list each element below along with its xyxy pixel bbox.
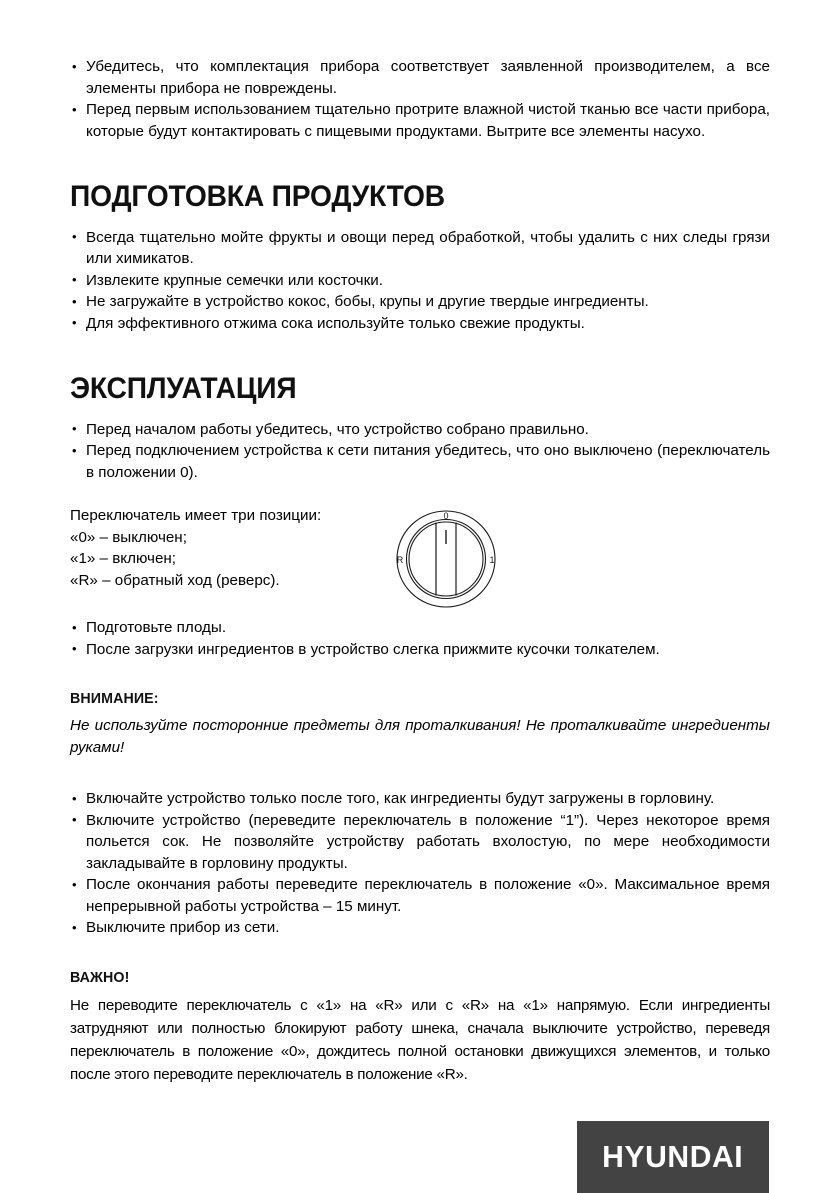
rotary-switch-icon <box>392 508 500 610</box>
switch-dial-illustration <box>392 508 500 610</box>
list-item: • Перед началом работы убедитесь, что устройство собрано правильно. <box>70 419 770 441</box>
spacer <box>70 986 770 994</box>
section-heading-operation: ЭКСПЛУАТАЦИЯ <box>70 372 297 406</box>
spacer <box>70 707 770 715</box>
list-item: • Всегда тщательно мойте фрукты и овощи перед обработкой, чтобы удалить с них следы грязи или химикатов. <box>70 227 770 270</box>
list-item: • Не загружайте в устройство кокос, бобы, крупы и другие твердые ингредиенты. <box>70 291 770 313</box>
spacer <box>70 660 770 690</box>
preparation-bullet-list <box>70 227 770 335</box>
spacer <box>70 483 770 505</box>
switch-position-0: «0» – выключен; <box>70 528 187 546</box>
list-item: • Перед первым использованием тщательно протрите влажной чистой тканью все части прибора, которые будут контактировать с пищевыми продуктами. Вытрите все элементы насухо. <box>70 99 770 142</box>
list-item: • Подготовьте плоды. <box>70 617 770 639</box>
after-dial-bullet-list <box>70 617 770 660</box>
dial-label-right: 1 <box>489 555 495 566</box>
operation-bullet-list <box>70 419 770 484</box>
spacer <box>70 758 770 788</box>
switch-positions-text <box>70 505 400 591</box>
warning-text: Не используйте посторонние предметы для проталкивания! Не проталкивайте ингредиенты руками! <box>70 717 770 756</box>
list-item: • После окончания работы переведите переключатель в положение «0». Максимальное время непрерывной работы устройства – 15 минут. <box>70 874 770 917</box>
important-text: Не переводите переключатель с «1» на «R» или с «R» на «1» напрямую. Если ингредиенты затрудняют или полностью блокируют работу шнека, сначала выключите устройство, переведя переключатель в положение «0», дождитесь полной остановки движущихся элементов, и только после этого переводите переключатель в положение «R». <box>70 996 770 1083</box>
list-item: • Выключите прибор из сети. <box>70 917 770 939</box>
switch-intro-text: Переключатель имеет три позиции: <box>70 507 322 525</box>
page-content <box>70 56 770 1086</box>
switch-position-r: «R» – обратный ход (реверс). <box>70 571 280 589</box>
spacer <box>70 405 770 419</box>
brand-name: HYUNDAI <box>602 1139 744 1174</box>
switch-positions-block <box>70 505 770 609</box>
spacer <box>70 142 770 182</box>
spacer <box>70 609 770 617</box>
operation-bullet-list-2 <box>70 788 770 939</box>
intro-bullet-list <box>70 56 770 142</box>
important-heading: ВАЖНО! <box>70 968 130 986</box>
list-item: • Включайте устройство только после того, как ингредиенты будут загружены в горловину. <box>70 788 770 810</box>
list-item: • Убедитесь, что комплектация прибора соответствует заявленной производителем, а все элементы прибора не повреждены. <box>70 56 770 99</box>
spacer <box>70 213 770 227</box>
spacer <box>70 939 770 969</box>
list-item: • Перед подключением устройства к сети питания убедитесь, что оно выключено (переключатель в положении 0). <box>70 440 770 483</box>
warning-heading: ВНИМАНИЕ: <box>70 690 159 708</box>
dial-label-top: 0 <box>443 511 449 522</box>
spacer <box>70 334 770 374</box>
section-heading-preparation: ПОДГОТОВКА ПРОДУКТОВ <box>70 180 445 213</box>
list-item: • После загрузки ингредиентов в устройство слегка прижмите кусочки толкателем. <box>70 639 770 661</box>
list-item: • Извлеките крупные семечки или косточки. <box>70 270 770 292</box>
list-item: • Для эффективного отжима сока используйте только свежие продукты. <box>70 313 770 335</box>
switch-position-1: «1» – включен; <box>70 550 176 568</box>
list-item: • Включите устройство (переведите переключатель в положение “1”). Через некоторое время польется сок. Не позволяйте устройству работать вхолостую, по мере необходимости закладывайте в горловину продукты. <box>70 810 770 875</box>
hyundai-brand-plate <box>577 1121 769 1193</box>
dial-label-left: R <box>396 555 404 566</box>
